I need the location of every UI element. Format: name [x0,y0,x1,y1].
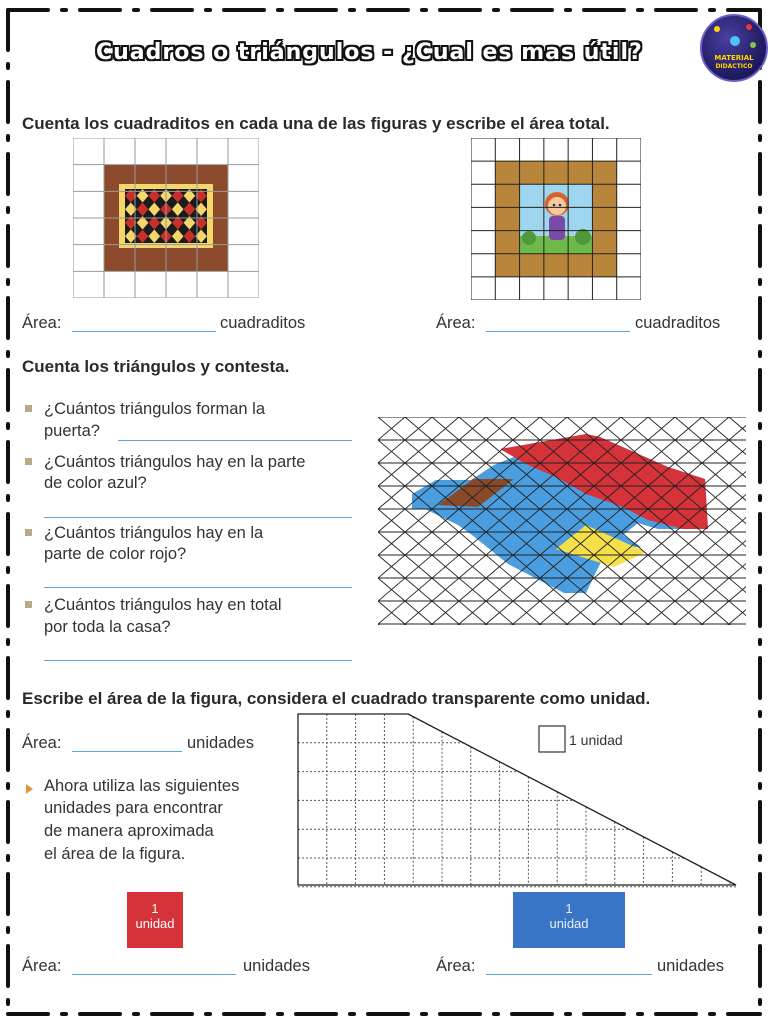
area4-answer-line[interactable] [72,974,236,975]
worksheet-title: Cuadros o triángulos - ¿Cual es mas útil? [96,40,643,65]
section1-instruction: Cuenta los cuadraditos en cada una de las figuras y escribe el área total. [22,114,610,133]
grid-line [378,417,379,625]
red-unit-number: 1 [151,901,159,916]
bullet-icon [25,405,32,412]
area1-answer-line[interactable] [72,331,216,332]
question1-line1: ¿Cuántos triángulos forman la [44,400,266,418]
arrow-icon [26,784,33,794]
area5-answer-line[interactable] [486,974,652,975]
area3-label: Área: [22,734,62,752]
question3-line1: ¿Cuántos triángulos hay en la [44,524,264,542]
publisher-logo: MATERIAL DIDACTICO [700,14,768,82]
unit-square-legend [539,726,565,752]
area5-unit: unidades [657,957,724,975]
area2-label: Área: [436,314,476,332]
area3-answer-line[interactable] [72,751,182,752]
figure-brown-frame [73,138,259,298]
blue-unit-label: unidad [549,916,589,931]
grid-line [702,417,746,625]
triangle-grid-house [378,417,746,625]
question3-answer-line[interactable] [44,587,352,588]
question2-answer-line[interactable] [44,517,352,518]
question2-line1: ¿Cuántos triángulos hay en la parte [44,453,306,471]
area3-unit: unidades [187,734,254,752]
followup-line2: unidades para encontrar [44,799,223,817]
red-unit-label: unidad [135,916,175,931]
red-unit-tile [127,892,183,948]
question1-answer-line[interactable] [118,440,352,441]
followup-line1: Ahora utiliza las siguientes [44,777,240,795]
question4-line2: por toda la casa? [44,618,171,636]
bullet-icon [25,529,32,536]
area4-unit: unidades [243,957,310,975]
followup-line3: de manera aproximada [44,822,214,840]
unit-legend-label: 1 unidad [569,732,623,748]
area1-label: Área: [22,314,62,332]
followup-line4: el área de la figura. [44,845,186,863]
blue-unit-number: 1 [565,901,573,916]
section3-instruction: Escribe el área de la figura, considera el cuadrado transparente como unidad. [22,689,651,708]
question1-line2: puerta? [44,422,100,440]
blue-unit-tile [513,892,625,948]
area5-label: Área: [436,957,476,975]
bullet-icon [25,601,32,608]
area4-label: Área: [22,957,62,975]
area2-unit: cuadraditos [635,314,721,332]
question3-line2: parte de color rojo? [44,545,187,563]
question4-line1: ¿Cuántos triángulos hay en total [44,596,282,614]
bullet-icon [25,458,32,465]
section2-instruction: Cuenta los triángulos y contesta. [22,357,290,376]
question2-line2: de color azul? [44,474,147,492]
figure-picture-frame [471,138,641,300]
area2-answer-line[interactable] [486,331,630,332]
question4-answer-line[interactable] [44,660,352,661]
area1-unit: cuadraditos [220,314,306,332]
right-triangle-figure [296,712,740,890]
